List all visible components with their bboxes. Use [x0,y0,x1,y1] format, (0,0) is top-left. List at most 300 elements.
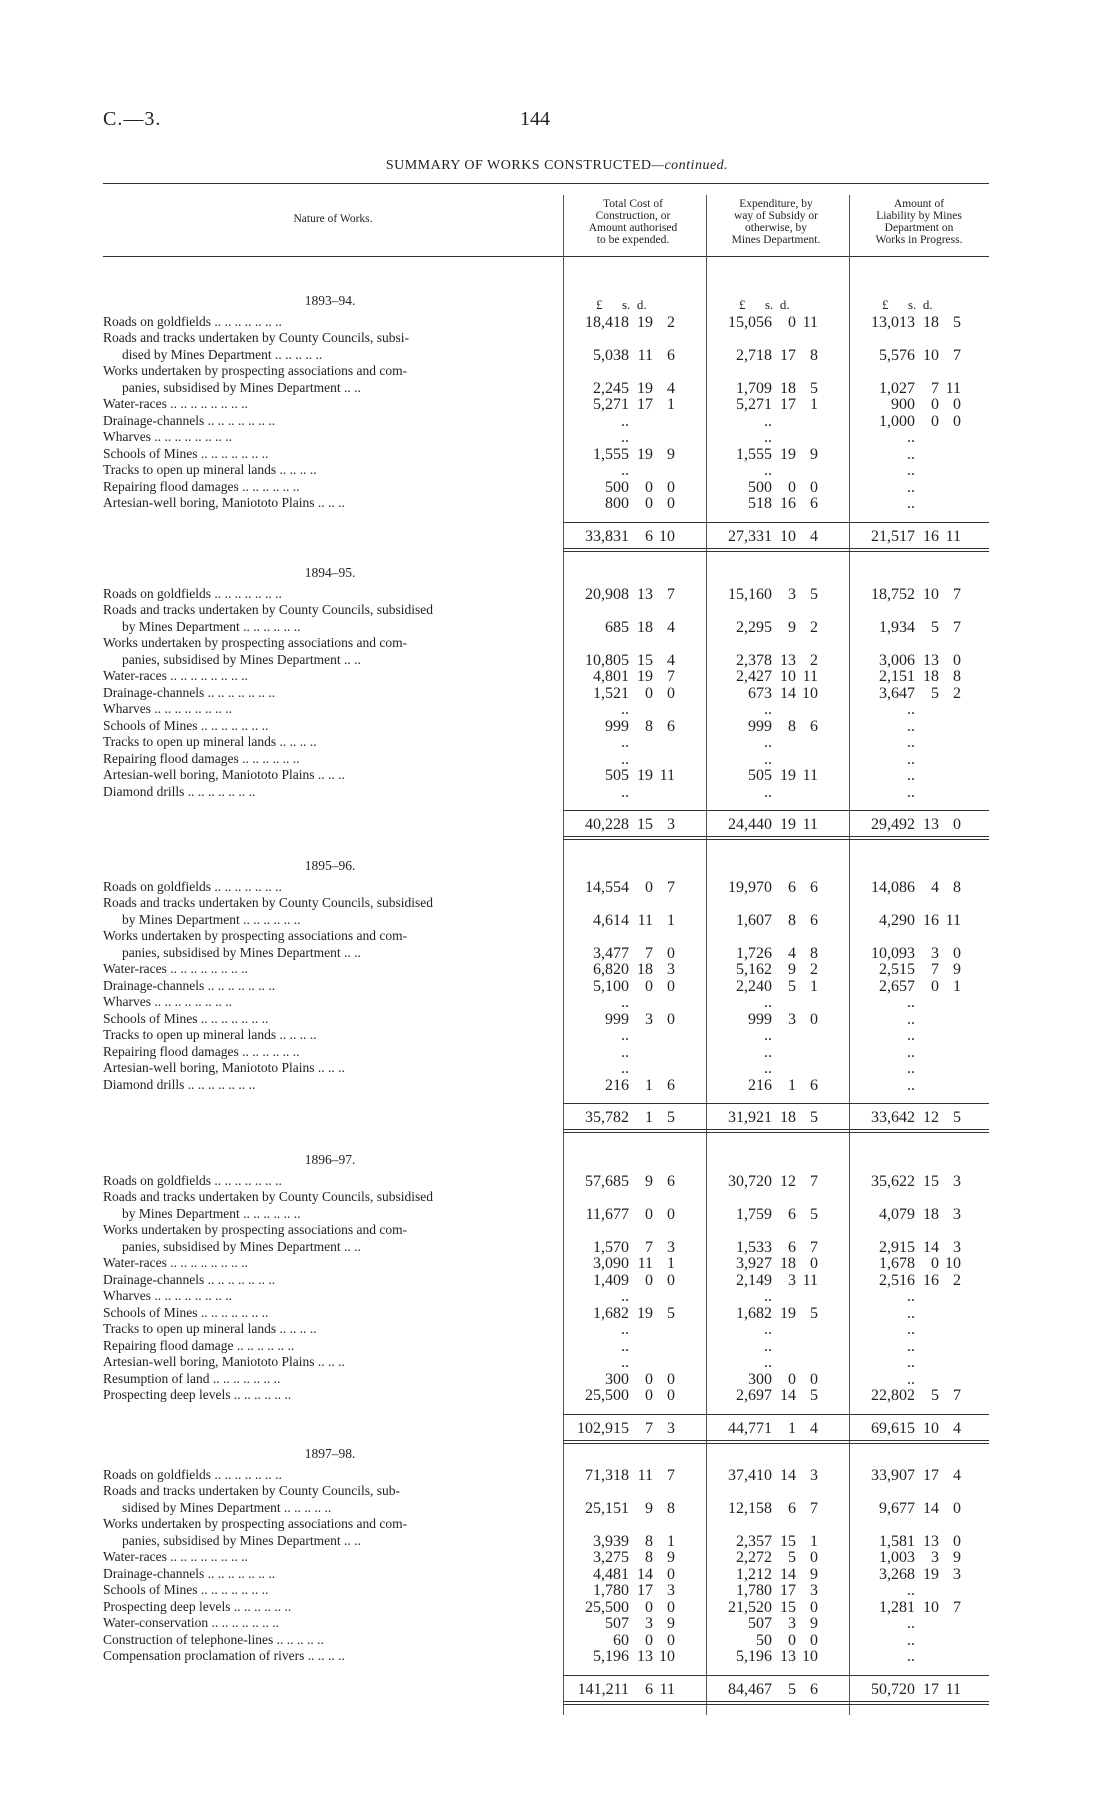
expenditure-shillings: 14 [780,684,796,702]
total-cost-shillings: 3 [645,1010,653,1028]
expenditure-pence: 10 [802,1648,818,1665]
expenditure-shillings: 16 [780,495,796,512]
total-cost-shillings: 19 [637,668,653,685]
section-total-cost-shillings: 15 [637,816,653,833]
total-rule-bottom [563,1701,989,1702]
liability-pounds: 10,093 [871,944,915,962]
section-total-cost-pence: 3 [667,816,675,833]
expenditure-pence: 5 [810,585,818,603]
total-rule-bottom [563,548,989,549]
expenditure-pounds: .. [764,783,772,801]
total-cost-pounds: .. [621,734,629,751]
table-row-label [0,1044,1114,1060]
total-cost-pence: 4 [667,651,675,669]
expenditure-pounds: .. [764,429,772,446]
liability-pence: 11 [945,379,961,397]
liability-shillings: 19 [923,1565,939,1583]
liability-pence: 2 [953,684,961,702]
total-rule-bottom-double [563,1443,989,1444]
expenditure-pounds: 1,726 [736,944,772,962]
total-cost-shillings: 19 [637,379,653,397]
table-row-label [0,1077,1114,1093]
work-nature: panies, subsidised by Mines Department .. .. [122,1238,361,1254]
total-cost-pence: 0 [667,1370,675,1388]
expenditure-pounds: 5,162 [736,961,772,978]
total-cost-shillings: 13 [637,585,653,603]
expenditure-pence: 9 [810,445,818,463]
work-nature: Schools of Mines .. .. .. .. .. .. .. [103,717,269,733]
total-cost-pence: 0 [667,1598,675,1616]
liability-pounds: 1,581 [879,1532,915,1550]
section-total-expenditure-pounds: 84,467 [728,1680,772,1698]
expenditure-pounds: .. [764,1288,772,1305]
total-cost-shillings: 17 [637,1582,653,1599]
liability-pounds: 4,079 [879,1205,915,1223]
expenditure-pence: 1 [810,396,818,413]
liability-shillings: 5 [931,684,939,702]
liability-pence: 4 [953,1466,961,1484]
section-total-expenditure-pence: 4 [810,1419,818,1437]
liability-pence: 7 [953,1598,961,1616]
liability-pounds: .. [907,1631,915,1649]
table-row-label [0,479,1114,495]
total-cost-shillings: 18 [637,961,653,978]
table-row-label [0,1632,1114,1648]
table-row-label [0,602,1114,618]
total-cost-pence: 0 [667,1631,675,1649]
liability-shillings: 18 [923,1205,939,1223]
total-cost-pounds: 20,908 [585,585,629,603]
total-cost-pounds: 25,151 [585,1499,629,1517]
liability-pounds: .. [907,994,915,1011]
work-nature: Schools of Mines .. .. .. .. .. .. .. [103,1010,269,1026]
liability-pounds: 1,934 [879,618,915,636]
expenditure-pounds: 2,427 [736,668,772,685]
work-nature: panies, subsidised by Mines Department .. .. [122,379,361,395]
liability-shillings: 0 [931,977,939,995]
total-cost-pence: 6 [667,346,675,364]
expenditure-shillings: 18 [780,379,796,397]
total-cost-shillings: 0 [645,1598,653,1616]
table-row-label [0,1354,1114,1370]
liability-pounds: 2,516 [879,1271,915,1289]
total-cost-pounds: 3,275 [593,1549,629,1566]
title-main: SUMMARY OF WORKS CONSTRUCTED [385,158,652,173]
liability-pounds: 3,268 [879,1565,915,1583]
liability-pounds: .. [907,1337,915,1355]
total-cost-pounds: 3,090 [593,1255,629,1272]
liability-pounds: .. [907,701,915,718]
total-cost-pence: 3 [667,1582,675,1599]
section-total-expenditure-pounds: 24,440 [728,816,772,833]
total-cost-pounds: .. [621,783,629,801]
work-nature: Works undertaken by prospecting associations and com- [103,1516,408,1531]
expenditure-shillings: 6 [788,1499,796,1517]
expenditure-pounds: 1,212 [736,1565,772,1583]
expenditure-pounds: 19,970 [728,878,772,896]
expenditure-pence: 5 [810,1387,818,1404]
expenditure-shillings: 4 [788,944,796,962]
liability-shillings: 7 [931,961,939,978]
total-cost-shillings: 8 [645,1532,653,1550]
expenditure-shillings: 17 [780,1582,796,1599]
table-row-label [0,429,1114,445]
total-cost-pounds: 685 [605,618,629,636]
total-cost-pence: 7 [667,1466,675,1484]
total-cost-pence: 1 [667,1532,675,1550]
expenditure-pence: 0 [810,478,818,496]
total-cost-shillings: 7 [645,1238,653,1256]
expenditure-pounds: 2,240 [736,977,772,995]
total-cost-pounds: 4,801 [593,668,629,685]
expenditure-pounds: 1,555 [736,445,772,463]
liability-pounds: .. [907,734,915,751]
total-cost-pence: 9 [667,445,675,463]
expenditure-pence: 0 [810,1631,818,1649]
work-nature: Resumption of land .. .. .. .. .. .. .. [103,1370,281,1386]
total-cost-pence: 4 [667,618,675,636]
section-total-cost-shillings: 6 [645,527,653,545]
section-total-expenditure-pounds: 31,921 [728,1109,772,1126]
total-cost-pence: 0 [667,977,675,995]
total-cost-pounds: .. [621,1027,629,1044]
total-cost-pounds: 507 [605,1615,629,1632]
expenditure-shillings: 3 [788,1271,796,1289]
expenditure-shillings: 14 [780,1387,796,1404]
expenditure-pounds: 2,149 [736,1271,772,1289]
total-cost-pounds: 14,554 [585,878,629,896]
liability-pounds: .. [907,445,915,463]
liability-pounds: 900 [891,396,915,413]
liability-pounds: 9,677 [879,1499,915,1517]
total-cost-pounds: 1,409 [593,1271,629,1289]
work-nature: Artesian-well boring, Maniototo Plains .. .. .. [103,495,345,510]
total-cost-pounds: .. [621,1060,629,1077]
work-nature: Wharves .. .. .. .. .. .. .. .. [103,994,232,1009]
liability-pounds: .. [907,1648,915,1665]
expenditure-shillings: 10 [780,668,796,685]
liability-shillings: 16 [923,1271,939,1289]
total-cost-pence: 1 [667,1255,675,1272]
series-code: C.—3. [103,108,162,130]
liability-pounds: .. [907,1582,915,1599]
work-nature: Works undertaken by prospecting associations and com- [103,635,408,650]
liability-shillings: 10 [923,346,939,364]
total-rule-bottom-double [563,839,989,840]
total-cost-pounds: 4,614 [593,911,629,929]
work-nature: Construction of telephone-lines .. .. .. .. .. [103,1631,324,1647]
expenditure-shillings: 19 [780,1304,796,1322]
total-cost-shillings: 0 [645,1631,653,1649]
expenditure-shillings: 5 [788,977,796,995]
section-total-expenditure-shillings: 19 [780,816,796,833]
work-nature: Drainage-channels .. .. .. .. .. .. .. [103,412,276,428]
expenditure-pounds: 507 [748,1615,772,1632]
total-cost-pounds: 4,481 [593,1565,629,1583]
expenditure-pence: 3 [810,1466,818,1484]
total-cost-shillings: 0 [645,977,653,995]
expenditure-pounds: 1,607 [736,911,772,929]
liability-shillings: 0 [931,1255,939,1272]
currency-heading-exp: £ s. d. [739,297,790,312]
expenditure-pence: 0 [810,1255,818,1272]
page-title [0,158,1114,174]
expenditure-pence: 11 [802,668,818,685]
liability-pence: 8 [953,668,961,685]
liability-pence: 10 [945,1255,961,1272]
work-nature: Tracks to open up mineral lands .. .. .. .. [103,462,317,477]
col-head-liability: Amount of Liability by Mines Department on Works in Progress. [875,198,963,246]
liability-pence: 8 [953,878,961,896]
liability-pounds: 5,576 [879,346,915,364]
total-cost-pounds: 999 [605,717,629,735]
total-cost-shillings: 15 [637,651,653,669]
section-total-liability-pence: 5 [953,1109,961,1126]
liability-pounds: .. [907,1304,915,1322]
table-row-label [0,1371,1114,1387]
liability-shillings: 18 [923,668,939,685]
expenditure-pence: 7 [810,1172,818,1190]
expenditure-shillings: 13 [780,1648,796,1665]
total-cost-pounds: 25,500 [585,1387,629,1404]
expenditure-shillings: 19 [780,445,796,463]
liability-pence: 5 [953,313,961,331]
liability-pounds: .. [907,1288,915,1305]
work-nature: Schools of Mines .. .. .. .. .. .. .. [103,445,269,461]
total-cost-pounds: 3,477 [593,944,629,962]
total-cost-pounds: 25,500 [585,1598,629,1616]
work-nature: Diamond drills .. .. .. .. .. .. .. [103,783,256,799]
liability-shillings: 10 [923,585,939,603]
table-row-label [0,1321,1114,1337]
expenditure-pounds: 30,720 [728,1172,772,1190]
expenditure-pounds: .. [764,1354,772,1371]
liability-pence: 0 [953,412,961,430]
expenditure-shillings: 5 [788,1549,796,1566]
total-cost-pence: 8 [667,1499,675,1517]
liability-shillings: 16 [923,911,939,929]
section-total-cost-pounds: 35,782 [585,1109,629,1126]
work-nature: Tracks to open up mineral lands .. .. .. .. [103,734,317,749]
table-row-label [0,1222,1114,1238]
liability-pence: 3 [953,1238,961,1256]
expenditure-pounds: 300 [748,1370,772,1388]
total-cost-pence: 4 [667,379,675,397]
work-nature: Wharves .. .. .. .. .. .. .. .. [103,1288,232,1303]
total-cost-shillings: 0 [645,478,653,496]
table-row-label [0,751,1114,767]
liability-pounds: .. [907,1010,915,1028]
total-cost-shillings: 0 [645,1271,653,1289]
total-cost-shillings: 0 [645,684,653,702]
expenditure-shillings: 3 [788,585,796,603]
expenditure-shillings: 0 [788,1631,796,1649]
total-rule-top [563,810,989,811]
total-cost-shillings: 11 [637,1466,653,1484]
table-row-label [0,1615,1114,1631]
total-cost-pounds: 3,939 [593,1532,629,1550]
liability-pounds: .. [907,1043,915,1061]
total-cost-pounds: .. [621,1043,629,1061]
total-cost-shillings: 1 [645,1076,653,1094]
work-nature: Water-races .. .. .. .. .. .. .. .. [103,1255,248,1270]
expenditure-shillings: 6 [788,1238,796,1256]
total-cost-pounds: .. [621,750,629,768]
liability-pounds: 2,151 [879,668,915,685]
table-row-label [0,1027,1114,1043]
year-heading: 1897–98. [304,1446,356,1461]
liability-pence: 3 [953,1205,961,1223]
table-row-label [0,734,1114,750]
table-row-label [0,1338,1114,1354]
work-nature: Diamond drills .. .. .. .. .. .. .. [103,1076,256,1092]
total-cost-pounds: .. [621,1321,629,1338]
liability-pence: 2 [953,1271,961,1289]
expenditure-shillings: 13 [780,651,796,669]
total-cost-pounds: 300 [605,1370,629,1388]
work-nature: Roads on goldfields .. .. .. .. .. .. .. [103,1172,282,1188]
expenditure-shillings: 6 [788,878,796,896]
work-nature: panies, subsidised by Mines Department .. .. [122,944,361,960]
total-cost-shillings: 3 [645,1615,653,1632]
expenditure-pounds: 2,295 [736,618,772,636]
expenditure-pence: 6 [810,878,818,896]
total-cost-pence: 0 [667,1010,675,1028]
total-cost-pence: 6 [667,1076,675,1094]
section-total-cost-pounds: 141,211 [577,1680,629,1698]
total-cost-pounds: .. [621,412,629,430]
table-row-label [0,330,1114,346]
section-total-liability-shillings: 17 [923,1680,939,1698]
liability-pence: 9 [953,961,961,978]
section-total-expenditure-pence: 4 [810,527,818,545]
total-rule-bottom-double [563,551,989,552]
section-total-expenditure-shillings: 10 [780,527,796,545]
work-nature: Water-races .. .. .. .. .. .. .. .. [103,1549,248,1564]
total-cost-pounds: 2,245 [593,379,629,397]
expenditure-pence: 5 [810,1304,818,1322]
total-cost-pounds: 1,555 [593,445,629,463]
total-cost-pence: 3 [667,961,675,978]
work-nature: Wharves .. .. .. .. .. .. .. .. [103,429,232,444]
expenditure-pounds: 3,927 [736,1255,772,1272]
work-nature: Works undertaken by prospecting associations and com- [103,928,408,943]
total-cost-shillings: 19 [637,767,653,784]
expenditure-pence: 8 [810,346,818,364]
table-row-label [0,446,1114,462]
liability-pence: 0 [953,1499,961,1517]
expenditure-pounds: .. [764,1043,772,1061]
liability-pounds: 1,003 [879,1549,915,1566]
expenditure-pence: 1 [810,977,818,995]
expenditure-pence: 6 [810,717,818,735]
expenditure-pence: 9 [810,1615,818,1632]
total-cost-pounds: 800 [605,495,629,512]
liability-pence: 0 [953,944,961,962]
total-cost-pence: 1 [667,396,675,413]
liability-pounds: .. [907,1321,915,1338]
expenditure-shillings: 1 [788,1076,796,1094]
table-row-label [0,1011,1114,1027]
liability-pounds: 2,915 [879,1238,915,1256]
total-rule-bottom [563,836,989,837]
expenditure-pence: 0 [810,1010,818,1028]
expenditure-pounds: .. [764,734,772,751]
total-cost-pounds: 10,805 [585,651,629,669]
work-nature: Repairing flood damages .. .. .. .. .. .. [103,478,300,494]
work-nature: Artesian-well boring, Maniototo Plains .. .. .. [103,1060,345,1075]
liability-pounds: .. [907,1076,915,1094]
total-rule-top [563,1103,989,1104]
liability-pounds: .. [907,1060,915,1077]
total-cost-pounds: .. [621,701,629,718]
total-cost-pounds: 500 [605,478,629,496]
expenditure-pounds: .. [764,1337,772,1355]
expenditure-pence: 2 [810,961,818,978]
total-cost-pounds: 1,682 [593,1304,629,1322]
liability-shillings: 3 [931,1549,939,1566]
total-cost-shillings: 11 [637,911,653,929]
liability-shillings: 0 [931,396,939,413]
expenditure-pounds: 15,160 [728,585,772,603]
liability-pence: 0 [953,396,961,413]
liability-pounds: 14,086 [871,878,915,896]
expenditure-shillings: 0 [788,1370,796,1388]
expenditure-pounds: 12,158 [728,1499,772,1517]
work-nature: Roads and tracks undertaken by County Councils, sub- [103,1483,400,1498]
total-cost-pence: 3 [667,1238,675,1256]
total-rule-bottom-double [563,1704,989,1705]
total-cost-pence: 7 [667,668,675,685]
total-cost-shillings: 18 [637,618,653,636]
liability-pounds: 13,013 [871,313,915,331]
liability-pounds: .. [907,1027,915,1044]
total-cost-pence: 7 [667,878,675,896]
expenditure-pence: 0 [810,1370,818,1388]
work-nature: panies, subsidised by Mines Department .. .. [122,651,361,667]
liability-shillings: 0 [931,412,939,430]
expenditure-pence: 6 [810,1076,818,1094]
work-nature: sidised by Mines Department .. .. .. .. .. [122,1499,332,1515]
expenditure-pounds: 673 [748,684,772,702]
liability-shillings: 3 [931,944,939,962]
work-nature: by Mines Department .. .. .. .. .. .. [122,1205,301,1221]
total-cost-shillings: 19 [637,445,653,463]
work-nature: Tracks to open up mineral lands .. .. .. .. [103,1027,317,1042]
expenditure-shillings: 14 [780,1565,796,1583]
liability-pence: 7 [953,1387,961,1404]
table-row-label [0,1305,1114,1321]
work-nature: Schools of Mines .. .. .. .. .. .. .. [103,1582,269,1597]
work-nature: Artesian-well boring, Maniototo Plains .. .. .. [103,767,345,782]
section-total-liability-pence: 0 [953,816,961,833]
section-total-expenditure-pounds: 44,771 [728,1419,772,1437]
section-total-liability-shillings: 16 [923,527,939,545]
liability-shillings: 13 [923,1532,939,1550]
work-nature: Drainage-channels .. .. .. .. .. .. .. [103,684,276,700]
expenditure-shillings: 14 [780,1466,796,1484]
expenditure-shillings: 15 [780,1598,796,1616]
table-row-label [0,1582,1114,1598]
total-cost-pence: 0 [667,684,675,702]
total-cost-pence: 9 [667,1549,675,1566]
year-heading: 1893–94. [304,293,356,308]
col-head-expenditure: Expenditure, by way of Subsidy or otherwise, by Mines Department. [731,198,821,246]
work-nature: Works undertaken by prospecting associations and com- [103,1222,408,1237]
total-cost-pounds: .. [621,1337,629,1355]
table-row-label [0,1060,1114,1076]
expenditure-pence: 6 [810,911,818,929]
